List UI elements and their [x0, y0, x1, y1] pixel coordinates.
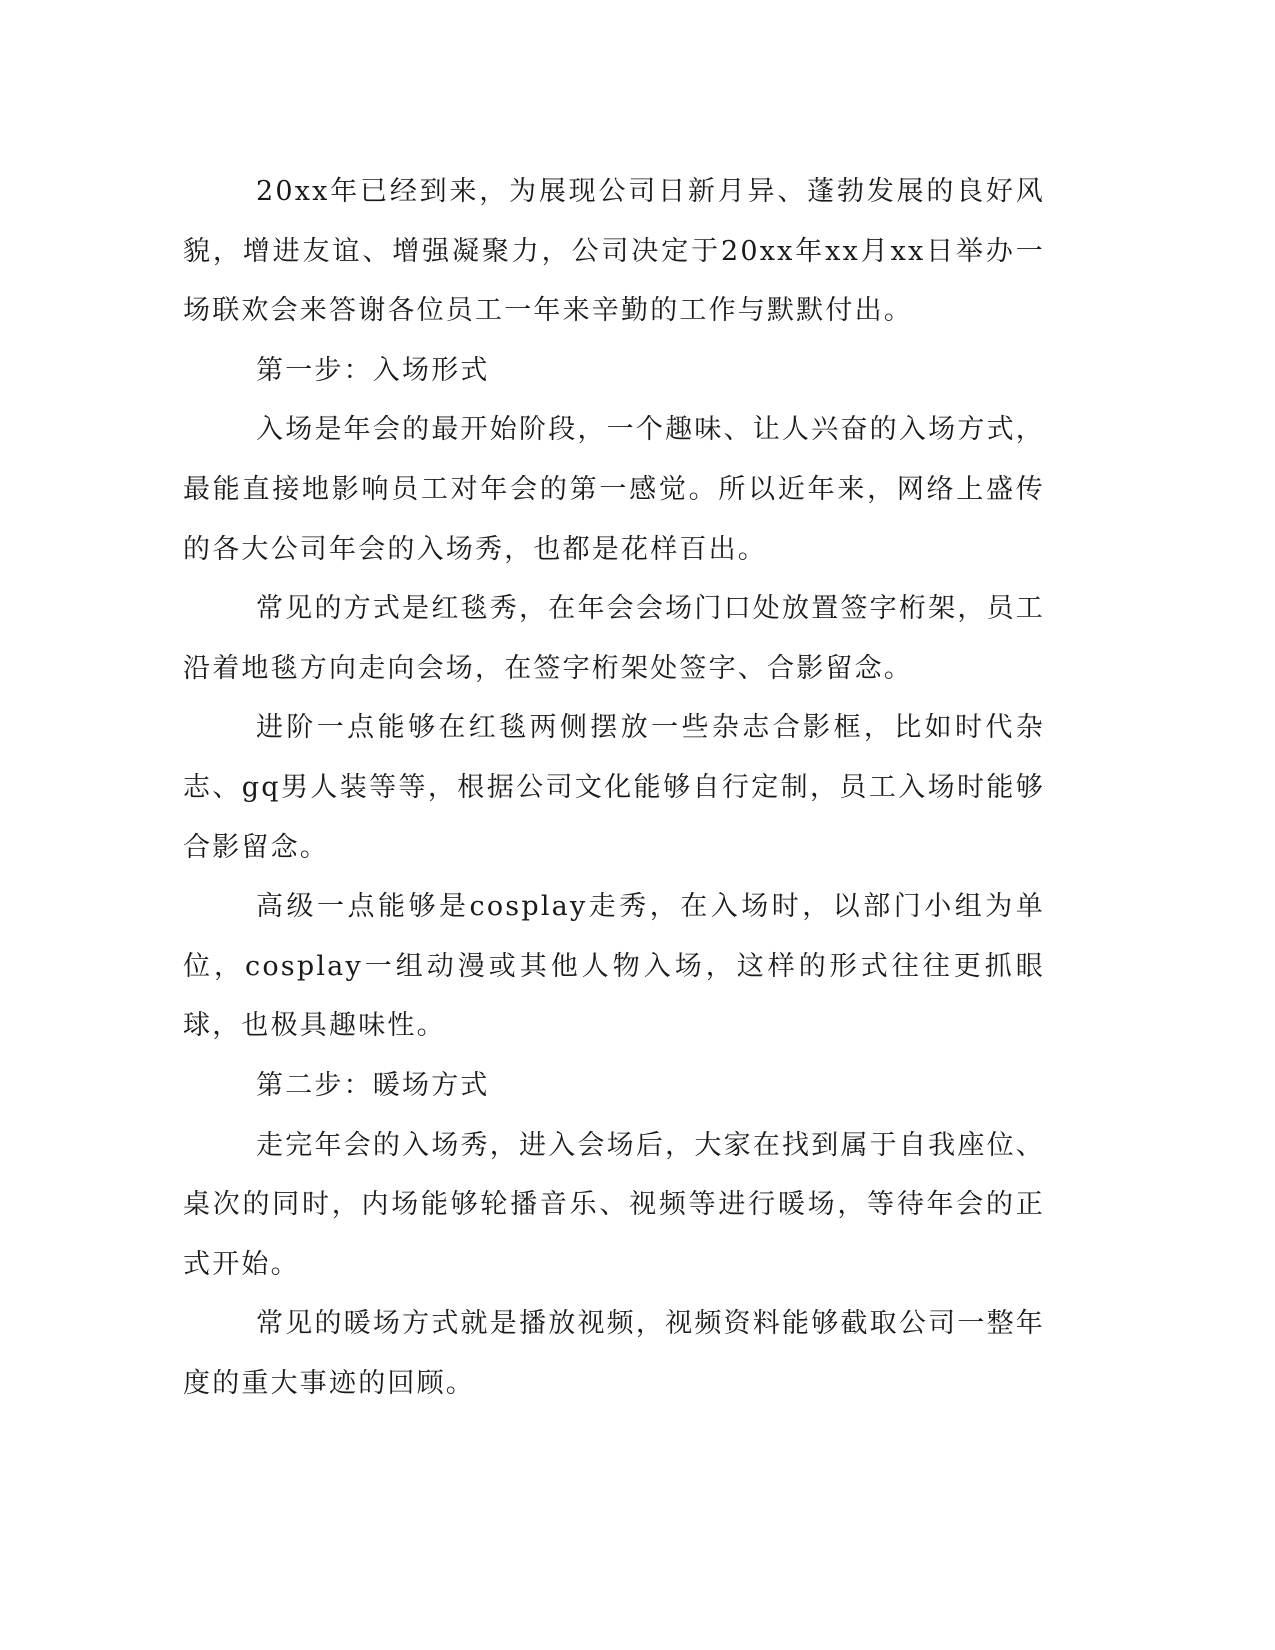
document-body	[183, 162, 1045, 1413]
intro-paragraph: 20xx年已经到来，为展现公司日新月异、蓬勃发展的良好风貌，增进友谊、增强凝聚力，公司决定于20xx年xx月xx日举办一场联欢会来答谢各位员工一年来辛勤的工作与默默付出。	[183, 176, 1045, 327]
step-one-heading: 第一步：入场形式	[256, 354, 490, 386]
video-warmup-paragraph: 常见的暖场方式就是播放视频，视频资料能够截取公司一整年度的重大事迹的回顾。	[183, 1308, 1045, 1399]
warmup-intro-paragraph: 走完年会的入场秀，进入会场后，大家在找到属于自我座位、桌次的同时，内场能够轮播音乐、视频等进行暖场，等待年会的正式开始。	[183, 1129, 1045, 1280]
cosplay-paragraph: 高级一点能够是cosplay走秀，在入场时，以部门小组为单位，cosplay一组动漫或其他人物入场，这样的形式往往更抓眼球，也极具趣味性。	[183, 891, 1045, 1042]
entrance-intro-paragraph: 入场是年会的最开始阶段，一个趣味、让人兴奋的入场方式，最能直接地影响员工对年会的第一感觉。所以近年来，网络上盛传的各大公司年会的入场秀，也都是花样百出。	[183, 414, 1045, 565]
magazine-frame-paragraph: 进阶一点能够在红毯两侧摆放一些杂志合影框，比如时代杂志、gq男人装等等，根据公司文化能够自行定制，员工入场时能够合影留念。	[183, 712, 1045, 863]
step-two-heading: 第二步：暖场方式	[256, 1069, 490, 1101]
red-carpet-paragraph: 常见的方式是红毯秀，在年会会场门口处放置签字桁架，员工沿着地毯方向走向会场，在签字桁架处签字、合影留念。	[183, 593, 1045, 684]
